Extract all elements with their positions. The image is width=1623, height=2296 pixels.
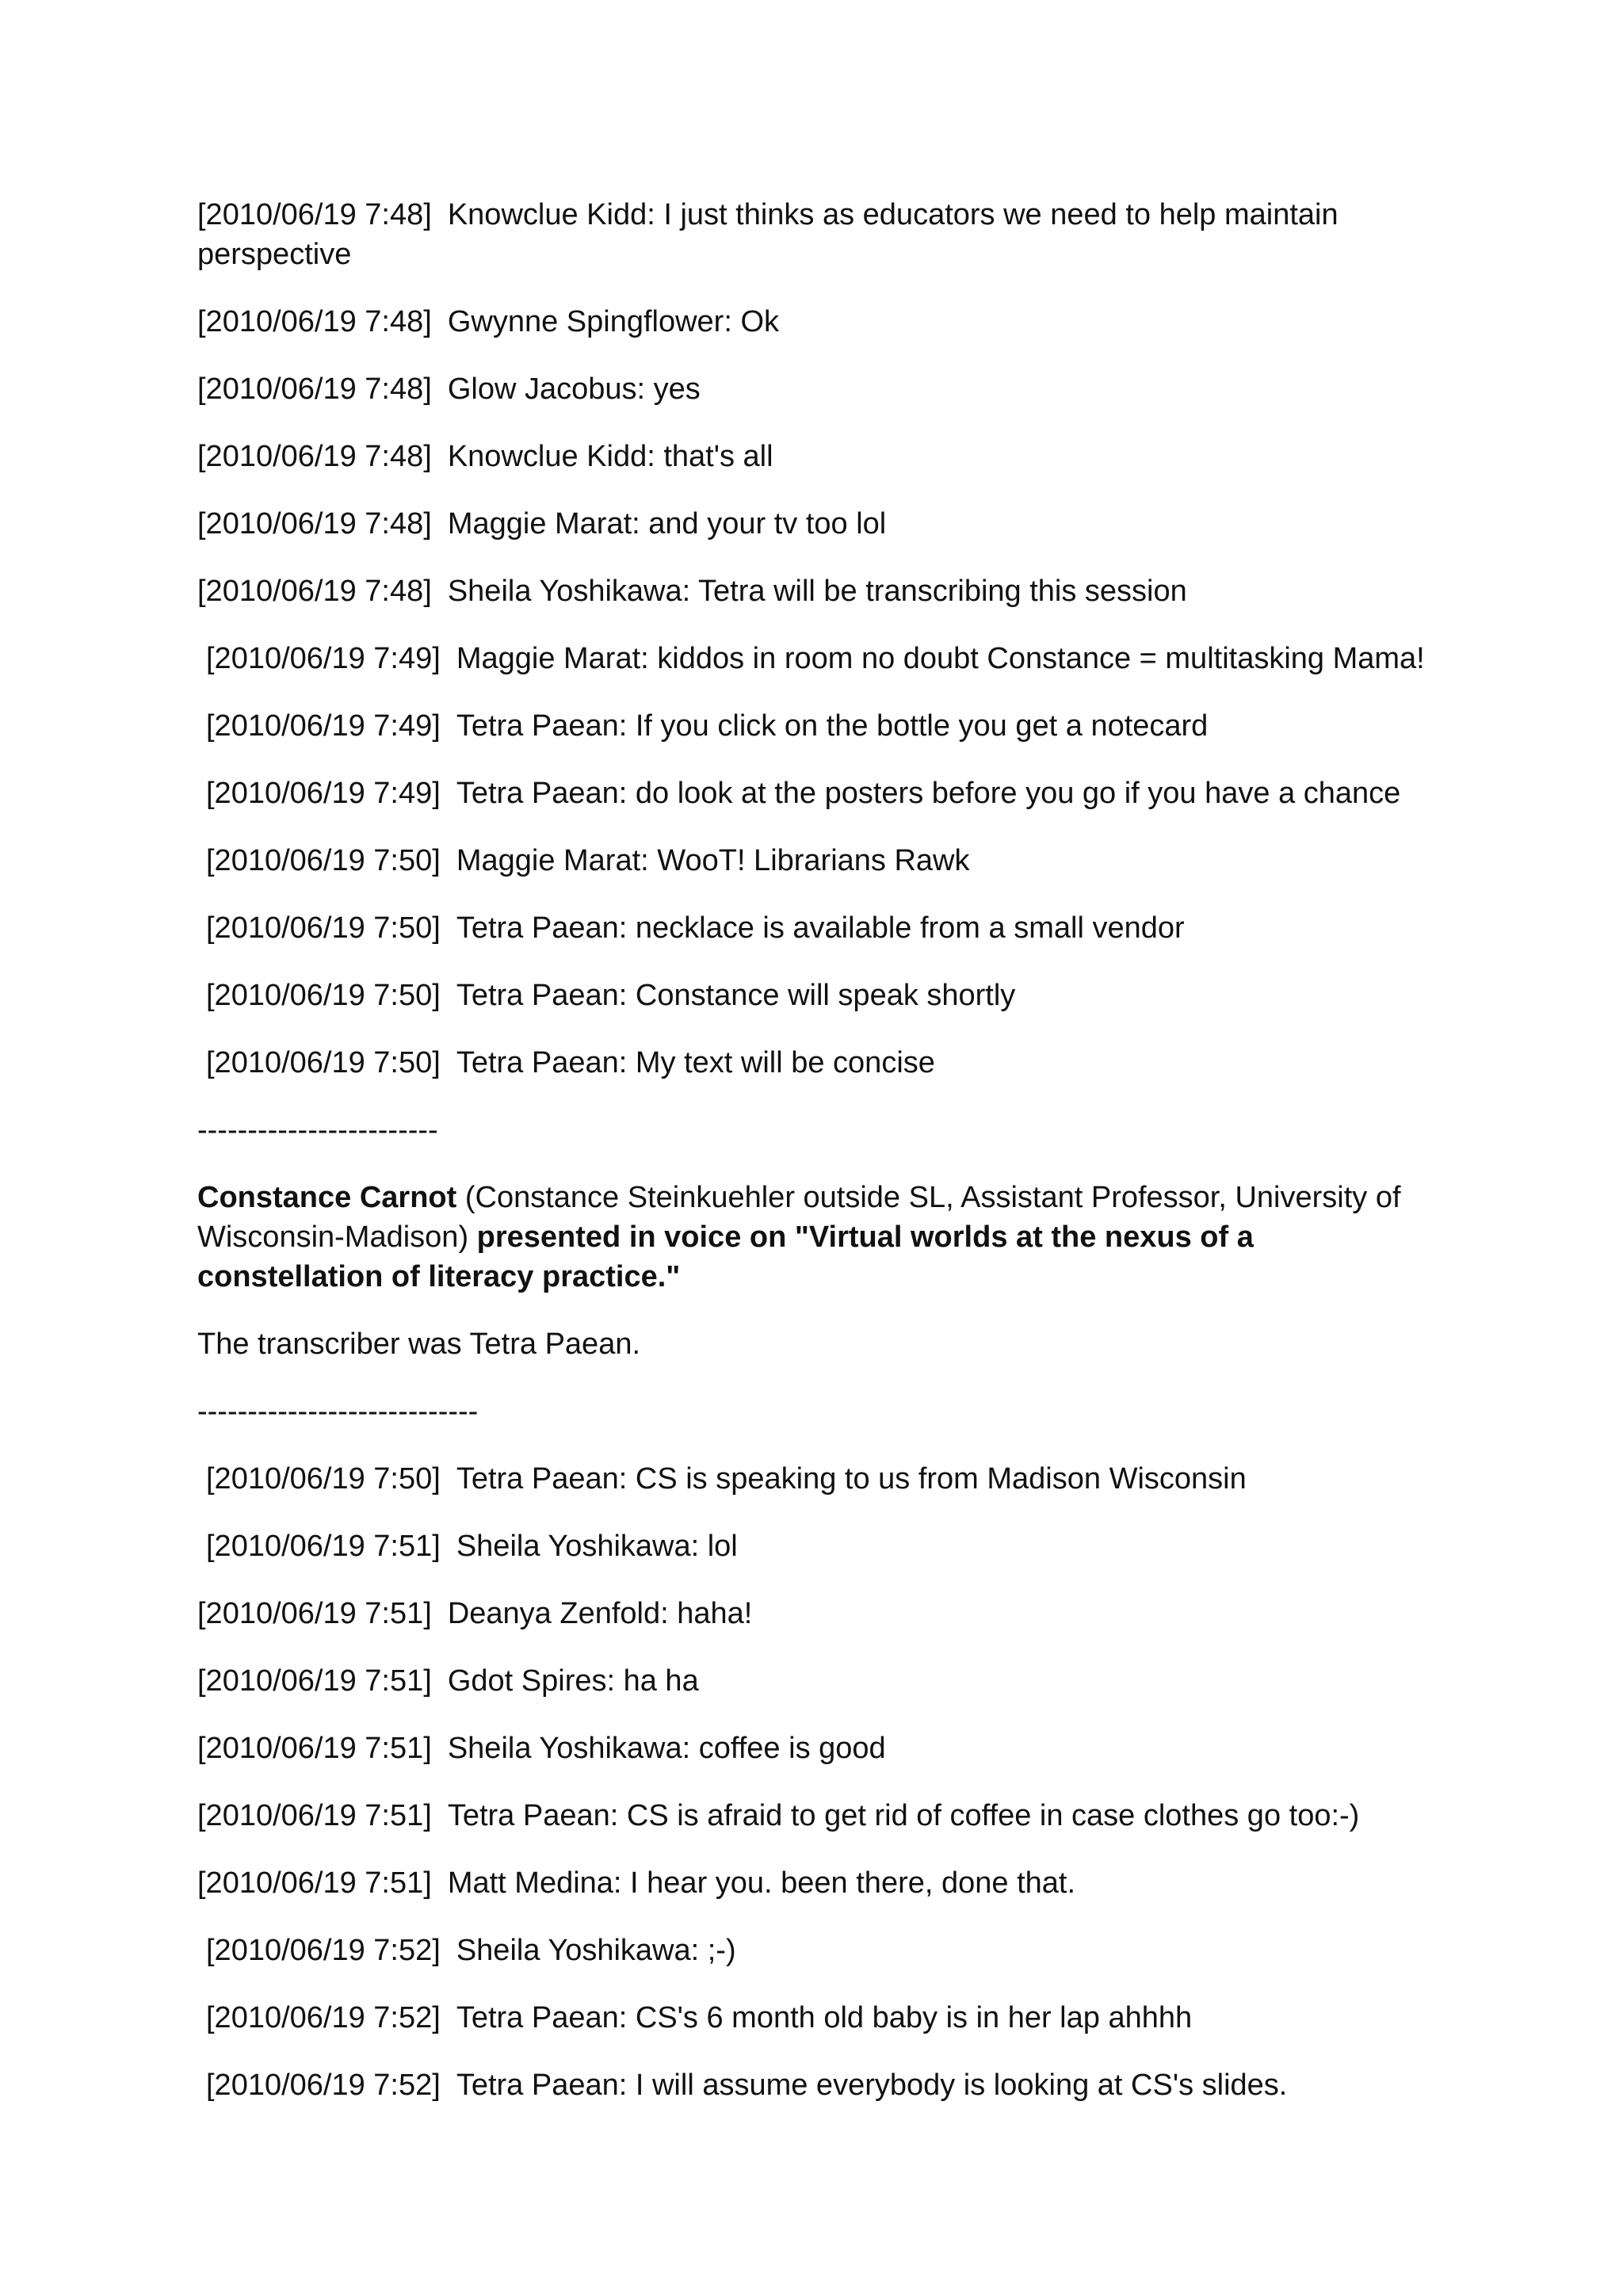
chat-message: yes <box>653 372 701 406</box>
transcript-part-1 <box>197 195 1434 1083</box>
chat-message: ;-) <box>707 1934 736 1967</box>
chat-timestamp: [2010/06/19 7:51] <box>197 1597 432 1630</box>
chat-line <box>197 976 1434 1015</box>
chat-message: If you click on the bottle you get a notecard <box>635 709 1209 743</box>
speaker-separator: : <box>632 507 649 541</box>
speaker-separator: : <box>690 1530 708 1563</box>
chat-speaker: Tetra Paean <box>447 1799 610 1832</box>
chat-line <box>197 504 1434 544</box>
chat-message: WooT! Librarians Rawk <box>657 844 970 877</box>
separator-rule-1: ------------------------ <box>197 1114 438 1147</box>
chat-message: CS is afraid to get rid of coffee in case clothes go too:-) <box>626 1799 1360 1832</box>
speaker-separator: : <box>640 642 658 675</box>
presenter-intro <box>197 1178 1434 1297</box>
speaker-separator: : <box>690 1934 708 1967</box>
chat-line <box>197 1043 1434 1083</box>
chat-message: I hear you. been there, done that. <box>630 1866 1076 1900</box>
speaker-separator: : <box>682 1732 699 1765</box>
chat-line <box>197 369 1434 409</box>
speaker-separator: : <box>636 372 654 406</box>
chat-timestamp: [2010/06/19 7:52] <box>206 2001 441 2034</box>
chat-message: I will assume everybody is looking at CS's slides. <box>635 2069 1288 2102</box>
speaker-separator: : <box>660 1597 678 1630</box>
chat-speaker: Tetra Paean <box>456 2001 619 2034</box>
chat-timestamp: [2010/06/19 7:50] <box>206 979 441 1012</box>
presenter-name: Constance Carnot <box>197 1181 457 1214</box>
speaker-separator: : <box>618 979 636 1012</box>
separator-rule-2: ---------------------------- <box>197 1395 479 1428</box>
chat-speaker: Tetra Paean <box>456 777 619 810</box>
chat-speaker: Gwynne Spingflower <box>447 305 724 338</box>
chat-line <box>197 1526 1434 1566</box>
chat-speaker: Tetra Paean <box>456 709 619 743</box>
chat-line <box>197 841 1434 881</box>
chat-message: coffee is good <box>698 1732 886 1765</box>
chat-speaker: Tetra Paean <box>456 911 619 945</box>
chat-timestamp: [2010/06/19 7:48] <box>197 507 432 541</box>
chat-line <box>197 571 1434 611</box>
chat-line <box>197 437 1434 476</box>
chat-speaker: Maggie Marat <box>456 844 641 877</box>
chat-timestamp: [2010/06/19 7:49] <box>206 709 441 743</box>
chat-timestamp: [2010/06/19 7:52] <box>206 1934 441 1967</box>
presenter-details: (Constance Steinkuehler outside SL, Assistant Professor, University of Wisconsin-Madison) <box>197 1181 1401 1254</box>
chat-line <box>197 774 1434 813</box>
chat-timestamp: [2010/06/19 7:50] <box>206 844 441 877</box>
chat-line <box>197 1729 1434 1768</box>
chat-speaker: Glow Jacobus <box>447 372 637 406</box>
chat-timestamp: [2010/06/19 7:48] <box>197 372 432 406</box>
speaker-separator: : <box>618 709 636 743</box>
chat-timestamp: [2010/06/19 7:48] <box>197 575 432 608</box>
chat-speaker: Knowclue Kidd <box>447 198 647 231</box>
chat-timestamp: [2010/06/19 7:49] <box>206 642 441 675</box>
chat-speaker: Maggie Marat <box>456 642 641 675</box>
chat-timestamp: [2010/06/19 7:51] <box>197 1799 432 1832</box>
speaker-separator: : <box>606 1664 624 1698</box>
chat-timestamp: [2010/06/19 7:48] <box>197 198 432 231</box>
chat-message: Ok <box>740 305 780 338</box>
chat-line <box>197 195 1434 274</box>
speaker-separator: : <box>618 777 636 810</box>
chat-message: kiddos in room no doubt Constance = multitasking Mama! <box>657 642 1425 675</box>
chat-message: necklace is available from a small vendor <box>635 911 1185 945</box>
chat-message: do look at the posters before you go if you have a chance <box>635 777 1401 810</box>
chat-timestamp: [2010/06/19 7:51] <box>197 1664 432 1698</box>
chat-line <box>197 1931 1434 1970</box>
chat-speaker: Tetra Paean <box>456 1046 619 1079</box>
chat-line <box>197 1661 1434 1701</box>
chat-message: CS is speaking to us from Madison Wisconsin <box>635 1462 1247 1496</box>
chat-line <box>197 1863 1434 1903</box>
chat-message: that's all <box>663 440 773 473</box>
chat-speaker: Deanya Zenfold <box>447 1597 661 1630</box>
chat-message: My text will be concise <box>635 1046 935 1079</box>
speaker-separator: : <box>618 1462 636 1496</box>
chat-speaker: Maggie Marat <box>447 507 632 541</box>
chat-line <box>197 302 1434 342</box>
chat-speaker: Tetra Paean <box>456 979 619 1012</box>
speaker-separator: : <box>618 1046 636 1079</box>
chat-timestamp: [2010/06/19 7:49] <box>206 777 441 810</box>
transcript-part-2 <box>197 1459 1434 2105</box>
chat-timestamp: [2010/06/19 7:51] <box>197 1732 432 1765</box>
chat-speaker: Sheila Yoshikawa <box>456 1934 691 1967</box>
chat-timestamp: [2010/06/19 7:50] <box>206 1462 441 1496</box>
speaker-separator: : <box>724 305 741 338</box>
chat-timestamp: [2010/06/19 7:48] <box>197 440 432 473</box>
chat-timestamp: [2010/06/19 7:51] <box>206 1530 441 1563</box>
chat-speaker: Tetra Paean <box>456 2069 619 2102</box>
chat-timestamp: [2010/06/19 7:50] <box>206 1046 441 1079</box>
speaker-separator: : <box>613 1866 631 1900</box>
chat-line <box>197 2065 1434 2105</box>
chat-line <box>197 706 1434 746</box>
speaker-separator: : <box>682 575 699 608</box>
chat-message: and your tv too lol <box>648 507 887 541</box>
chat-message: haha! <box>677 1597 753 1630</box>
chat-line <box>197 639 1434 678</box>
speaker-separator: : <box>609 1799 627 1832</box>
chat-line <box>197 1459 1434 1499</box>
speaker-separator: : <box>647 440 664 473</box>
chat-message: CS's 6 month old baby is in her lap ahhhh <box>635 2001 1193 2034</box>
chat-message: lol <box>707 1530 738 1563</box>
chat-speaker: Knowclue Kidd <box>447 440 647 473</box>
chat-timestamp: [2010/06/19 7:52] <box>206 2069 441 2102</box>
document-content <box>197 195 1434 2133</box>
chat-line <box>197 908 1434 948</box>
chat-timestamp: [2010/06/19 7:51] <box>197 1866 432 1900</box>
speaker-separator: : <box>640 844 658 877</box>
speaker-separator: : <box>618 911 636 945</box>
chat-line <box>197 1998 1434 2038</box>
chat-message: Constance will speak shortly <box>635 979 1016 1012</box>
presentation-title: presented in voice on "Virtual worlds at the nexus of a constellation of literacy practice." <box>197 1221 1254 1293</box>
chat-message: I just thinks as educators we need to help maintain perspective <box>197 198 1338 271</box>
speaker-separator: : <box>618 2001 636 2034</box>
chat-speaker: Sheila Yoshikawa <box>456 1530 691 1563</box>
chat-speaker: Tetra Paean <box>456 1462 619 1496</box>
chat-line <box>197 1594 1434 1633</box>
chat-speaker: Gdot Spires <box>447 1664 607 1698</box>
chat-timestamp: [2010/06/19 7:48] <box>197 305 432 338</box>
speaker-separator: : <box>618 2069 636 2102</box>
transcriber-note: The transcriber was Tetra Paean. <box>197 1328 641 1361</box>
chat-line <box>197 1796 1434 1836</box>
chat-message: ha ha <box>623 1664 699 1698</box>
chat-speaker: Sheila Yoshikawa <box>447 575 682 608</box>
chat-message: Tetra will be transcribing this session <box>698 575 1187 608</box>
chat-timestamp: [2010/06/19 7:50] <box>206 911 441 945</box>
speaker-separator: : <box>647 198 664 231</box>
chat-speaker: Sheila Yoshikawa <box>447 1732 682 1765</box>
chat-speaker: Matt Medina <box>447 1866 613 1900</box>
